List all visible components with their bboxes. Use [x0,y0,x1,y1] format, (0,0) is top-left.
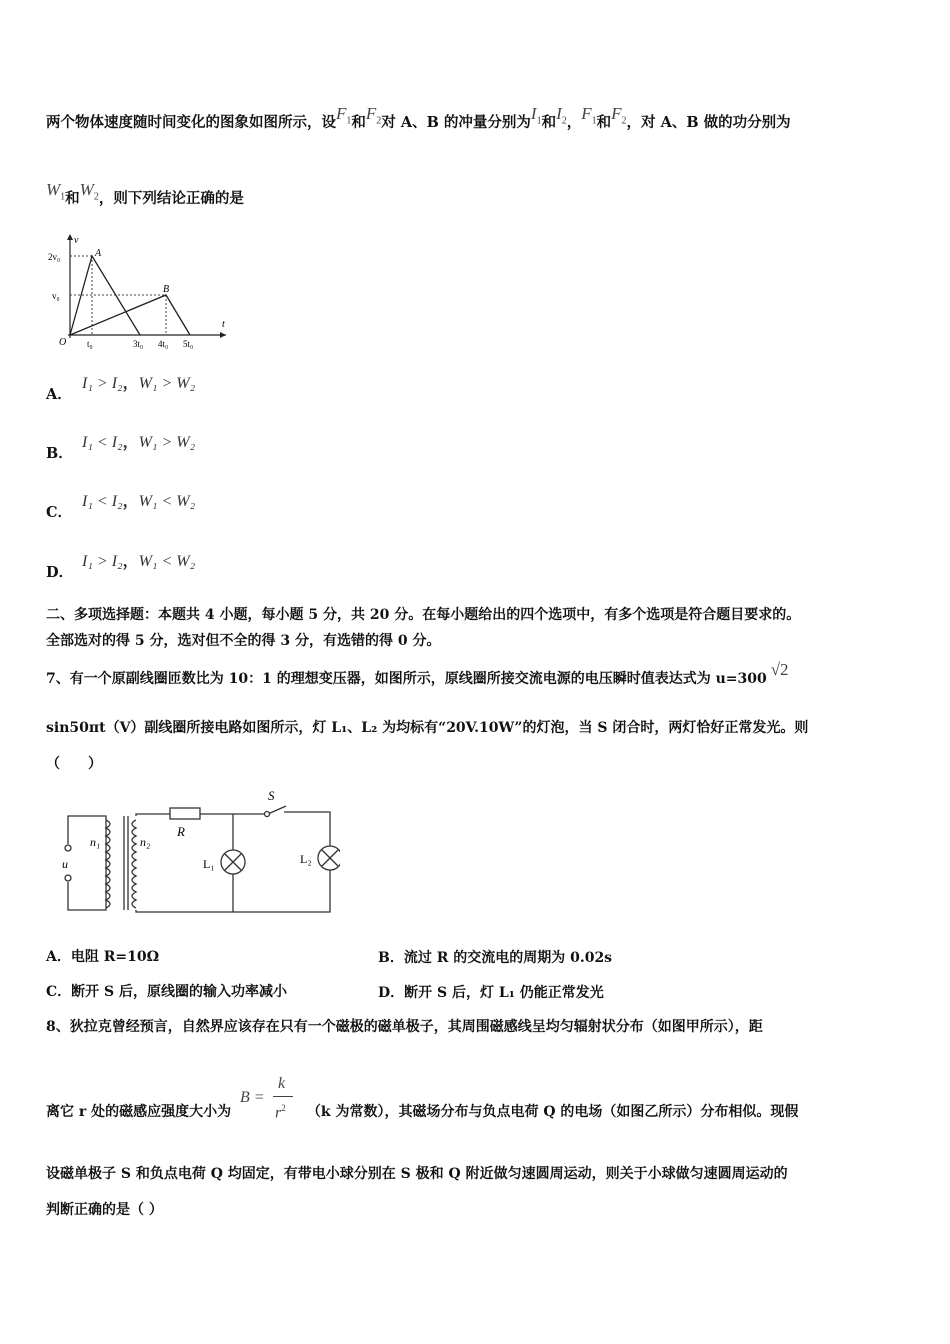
graph-v-arrow [67,234,73,240]
label-s: S [268,788,275,803]
q7-line-1 [46,660,789,689]
q6-text-a: 两个物体速度随时间变化的图象如图所示，设 [46,114,336,131]
q6-and-1: 和 [351,114,366,131]
q6-and-2: 和 [541,114,557,131]
option-a-math: I₁ > I₂，W₁ > W₂ [82,375,196,392]
q7-sqrt: √2 [770,660,789,679]
q7-text-1: 7、有一个原副线圈匝数比为 10：1 的理想变压器，如图所示，原线圈所接交流电源的电压瞬时值表达式为 u=300 [46,671,767,687]
label-2v0: 2v₀ [48,252,61,262]
label-u: u [62,857,68,871]
label-r: R [177,824,185,839]
formula-numerator: k [278,1075,286,1092]
q7-line-3: （ ） [46,756,102,772]
q7-option-d: D．断开 S 后，灯 L₁ 仍能正常发光 [378,985,604,1001]
section-2-line-2: 全部选对的得 5 分，选对但不全的得 3 分，有选错的得 0 分。 [46,633,441,649]
option-b-math: I₁ < I₂，W₁ > W₂ [82,434,196,451]
label-v0: v₀ [52,291,60,301]
formula-b-equals-k-over-r2 [240,1075,298,1122]
option-c-work: W₁ < W₂ [138,493,196,510]
lamp-l2 [318,846,340,870]
math-f2: $F_2$ [365,104,382,127]
primary-wire [68,816,106,910]
q7-option-b: B．流过 R 的交流电的周期为 0.02s [378,950,613,966]
option-a-impulse: I₁ > I₂ [82,375,123,392]
fraction-bar [273,1096,293,1097]
option-d-letter: D． [46,564,74,581]
label-5t0: 5t₀ [183,339,194,349]
graph-line-b [70,295,190,335]
q6-text-d: ，则下列结论正确的是 [98,190,244,207]
option-c-impulse: I₁ < I₂ [82,493,123,510]
graph-t-arrow [220,332,226,338]
resistor-r [170,808,200,819]
label-point-a: A [95,248,102,259]
option-c-letter: C． [46,504,73,521]
label-t0: t₀ [87,339,93,349]
q8-line-4: 判断正确的是（ ） [46,1202,163,1218]
graph-line-a [70,256,140,335]
q6-and-3: 和 [596,114,612,131]
secondary-coil [132,820,136,908]
q6-text-b: 对 A、B 的冲量分别为 [381,114,531,131]
math-i1: $I_1$ [530,104,542,127]
option-b-work: W₁ > W₂ [138,434,196,451]
switch-s [268,806,286,814]
label-t-axis: t [222,319,225,330]
q8-line-3: 设磁单极子 S 和负点电荷 Q 均固定，有带电小球分别在 S 极和 Q 附近做匀速圆周运动，则关于小球做匀速圆周运动的 [46,1166,788,1182]
label-n1: n₁ [90,835,101,849]
option-a-letter: A． [46,386,72,403]
secondary-wire-top [136,814,170,816]
option-d-impulse: I₁ > I₂ [82,553,123,570]
label-n2: n₂ [140,835,151,849]
math-f2-b: $F_2$ [611,104,627,127]
label-origin: O [59,337,67,348]
terminal-top [65,845,71,851]
option-c-math: I₁ < I₂，W₁ < W₂ [82,493,196,510]
math-i2: $I_2$ [556,104,567,127]
q8-line-1: 8、狄拉克曾经预言，自然界应该存在只有一个磁极的磁单极子，其周围磁感线呈均匀辐射状分布（如图甲所示），距 [46,1019,763,1035]
q6-and-4: 和 [65,190,80,207]
option-d-math: I₁ > I₂，W₁ < W₂ [82,553,196,570]
label-l2: L₂ [300,852,312,866]
label-point-b: B [163,284,170,295]
q7-line-2: sin50πt（V）副线圈所接电路如图所示，灯 L₁、L₂ 为均标有“20V.10W”的灯泡，当 S 闭合时，两灯恰好正常发光。则 [46,720,809,736]
q8-text-a: 离它 r 处的磁感应强度大小为 [46,1104,232,1120]
label-4t0: 4t₀ [158,339,169,349]
math-w1: $W_1$ [46,180,66,203]
velocity-time-graph [44,230,236,352]
option-b-letter: B． [46,445,73,462]
label-v-axis: v [74,235,79,246]
q7-option-a: A．电阻 R=10Ω [46,949,160,965]
transformer-circuit-diagram [60,786,340,916]
q6-comma: ， [566,114,582,131]
q8-text-b: （k 为常数），其磁场分布与负点电荷 Q 的电场（如图乙所示）分布相似。现假 [306,1104,799,1120]
q8-line-2 [46,1075,799,1122]
option-a-work: W₁ > W₂ [138,375,196,392]
option-d-work: W₁ < W₂ [138,553,196,570]
math-f1-b: $F_1$ [581,104,597,127]
section-2-line-1: 二、多项选择题：本题共 4 小题，每小题 5 分，共 20 分。在每小题给出的四个选项中，有多个选项是符合题目要求的。 [46,607,801,623]
label-3t0: 3t₀ [133,339,144,349]
q6-text-c: ，对 A、B 做的功分别为 [626,114,791,131]
terminal-bottom [65,875,71,881]
math-f1: $F_1$ [336,104,352,127]
q6-line-1 [46,104,791,139]
label-l1: L₁ [203,857,215,871]
formula-lhs: B = [240,1089,265,1106]
q7-option-c: C．断开 S 后，原线圈的输入功率减小 [46,984,288,1000]
formula-denominator: $r^2$ [275,1103,286,1122]
math-w2: $W_2$ [79,180,99,203]
wire-to-l2 [284,812,330,846]
option-b-impulse: I₁ < I₂ [82,434,123,451]
switch-contact [265,812,270,817]
q6-line-2 [46,180,244,215]
